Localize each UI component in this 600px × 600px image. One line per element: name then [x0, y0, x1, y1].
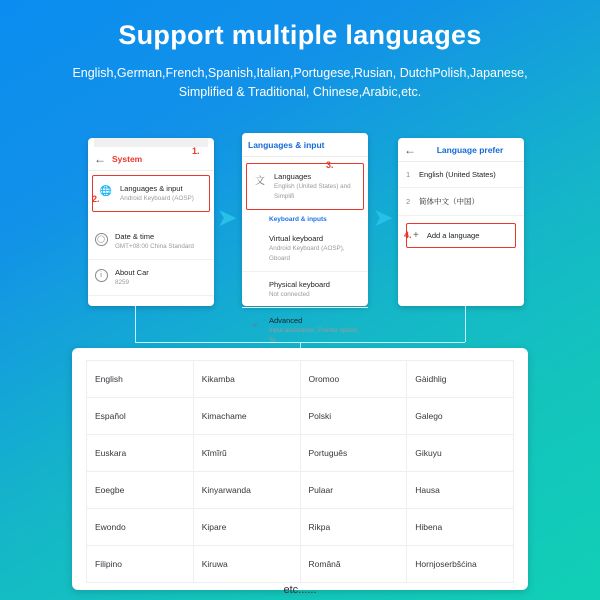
row-subtitle: Not connected	[269, 291, 310, 298]
section-label-keyboard-inputs: Keyboard & inputs	[269, 216, 327, 223]
table-cell: Kiruwa	[193, 546, 300, 583]
row-subtitle: GMT+08:00 China Standard	[115, 243, 194, 250]
row-title: About Car	[115, 268, 149, 277]
list-item-label: English (United States)	[419, 170, 496, 179]
row-title: Languages	[274, 172, 312, 181]
table-cell: Eoegbe	[87, 472, 194, 509]
list-item-language-2[interactable]	[398, 188, 524, 216]
plus-icon: +	[413, 230, 419, 241]
step-marker-2: 2.	[92, 194, 100, 204]
table-cell: Kipare	[193, 509, 300, 546]
card3-title: Language prefer	[436, 144, 504, 155]
connector-line-left	[135, 306, 136, 342]
screenshot-card-system	[88, 138, 214, 306]
row-subtitle: Input assistance, Pointer speed, Te	[269, 327, 359, 344]
connector-line-right	[465, 306, 466, 342]
table-cell: Euskara	[87, 435, 194, 472]
back-arrow-icon[interactable]: ←	[404, 142, 416, 157]
language-table	[86, 360, 514, 583]
table-cell: Kĩmĩrũ	[193, 435, 300, 472]
status-bar-placeholder	[94, 138, 208, 147]
table-cell: Português	[300, 435, 407, 472]
info-icon: i	[94, 268, 108, 282]
page-title: Support multiple languages	[118, 20, 482, 50]
card2-title: Languages & input	[248, 139, 325, 150]
translate-icon: 文	[255, 175, 265, 187]
row-subtitle: 8259	[115, 279, 130, 286]
table-cell: Gàidhlig	[407, 361, 514, 398]
table-cell: Oromoo	[300, 361, 407, 398]
table-cell: Kimachame	[193, 398, 300, 435]
table-row	[87, 435, 514, 472]
row-title: Date & time	[115, 232, 155, 241]
row-subtitle: English (United States) and Simplifi	[274, 183, 351, 200]
table-cell: Español	[87, 398, 194, 435]
footer-note: etc......	[283, 584, 317, 596]
table-row	[87, 546, 514, 583]
table-cell: Română	[300, 546, 407, 583]
sidebar-item-date-time[interactable]	[88, 224, 214, 260]
table-cell: Polski	[300, 398, 407, 435]
flow-arrow-2: ➤	[374, 205, 393, 230]
row-title: Advanced	[269, 316, 303, 325]
list-item-label: 简体中文（中国）	[419, 197, 479, 206]
page-subtitle: English,German,French,Spanish,Italian,Portugese,Rusian, DutchPolish,Japanese, Simplified & Traditional, Chinese,Arabic,etc.	[72, 66, 528, 99]
list-item-physical-keyboard[interactable]	[242, 272, 368, 308]
table-cell: Rikpa	[300, 509, 407, 546]
step-marker-3: 3.	[326, 160, 334, 170]
table-body	[87, 361, 514, 583]
table-row	[87, 398, 514, 435]
screenshot-card-languages-input	[242, 133, 368, 344]
sidebar-item-about-car[interactable]	[88, 260, 214, 296]
add-language-label: Add a language	[426, 231, 480, 240]
list-item-index: 1	[406, 170, 411, 179]
table-cell: Pulaar	[300, 472, 407, 509]
screenshot-card-language-preferences	[398, 138, 524, 306]
list-item-index: 2	[406, 197, 411, 206]
row-subtitle: Android Keyboard (AOSP), Gboard	[269, 245, 345, 262]
chevron-down-icon: ⌄	[250, 317, 260, 329]
card3-topbar	[398, 138, 524, 162]
row-subtitle: Android Keyboard (AOSP)	[120, 195, 194, 202]
table-cell: Kikamba	[193, 361, 300, 398]
globe-icon: 🌐	[99, 185, 113, 197]
table-cell: English	[87, 361, 194, 398]
table-cell: Hornjoserbšćina	[407, 546, 514, 583]
row-title: Languages & input	[120, 184, 183, 193]
flow-arrow-1: ➤	[218, 205, 237, 230]
table-row	[87, 472, 514, 509]
card1-title: System	[112, 153, 143, 164]
sidebar-item-languages-input[interactable]	[92, 175, 210, 212]
table-cell: Kinyarwanda	[193, 472, 300, 509]
step-marker-1: 1.	[192, 146, 200, 156]
clock-icon: ◯	[94, 232, 108, 246]
card2-topbar	[242, 133, 368, 157]
list-item-virtual-keyboard[interactable]	[242, 226, 368, 272]
step-marker-4: 4.	[404, 230, 412, 240]
table-row	[87, 509, 514, 546]
row-title: Physical keyboard	[269, 280, 330, 289]
table-cell: Hausa	[407, 472, 514, 509]
add-language-button[interactable]	[406, 223, 516, 248]
row-title: Virtual keyboard	[269, 234, 324, 243]
list-item-advanced[interactable]	[242, 308, 368, 353]
sidebar-item-languages[interactable]	[246, 163, 364, 210]
table-cell: Gikuyu	[407, 435, 514, 472]
table-row	[87, 361, 514, 398]
list-item-language-1[interactable]	[398, 162, 524, 188]
table-cell: Galego	[407, 398, 514, 435]
table-cell: Ewondo	[87, 509, 194, 546]
language-table-panel	[72, 348, 528, 590]
back-arrow-icon[interactable]: ←	[94, 151, 106, 166]
table-cell: Hibena	[407, 509, 514, 546]
table-cell: Filipino	[87, 546, 194, 583]
